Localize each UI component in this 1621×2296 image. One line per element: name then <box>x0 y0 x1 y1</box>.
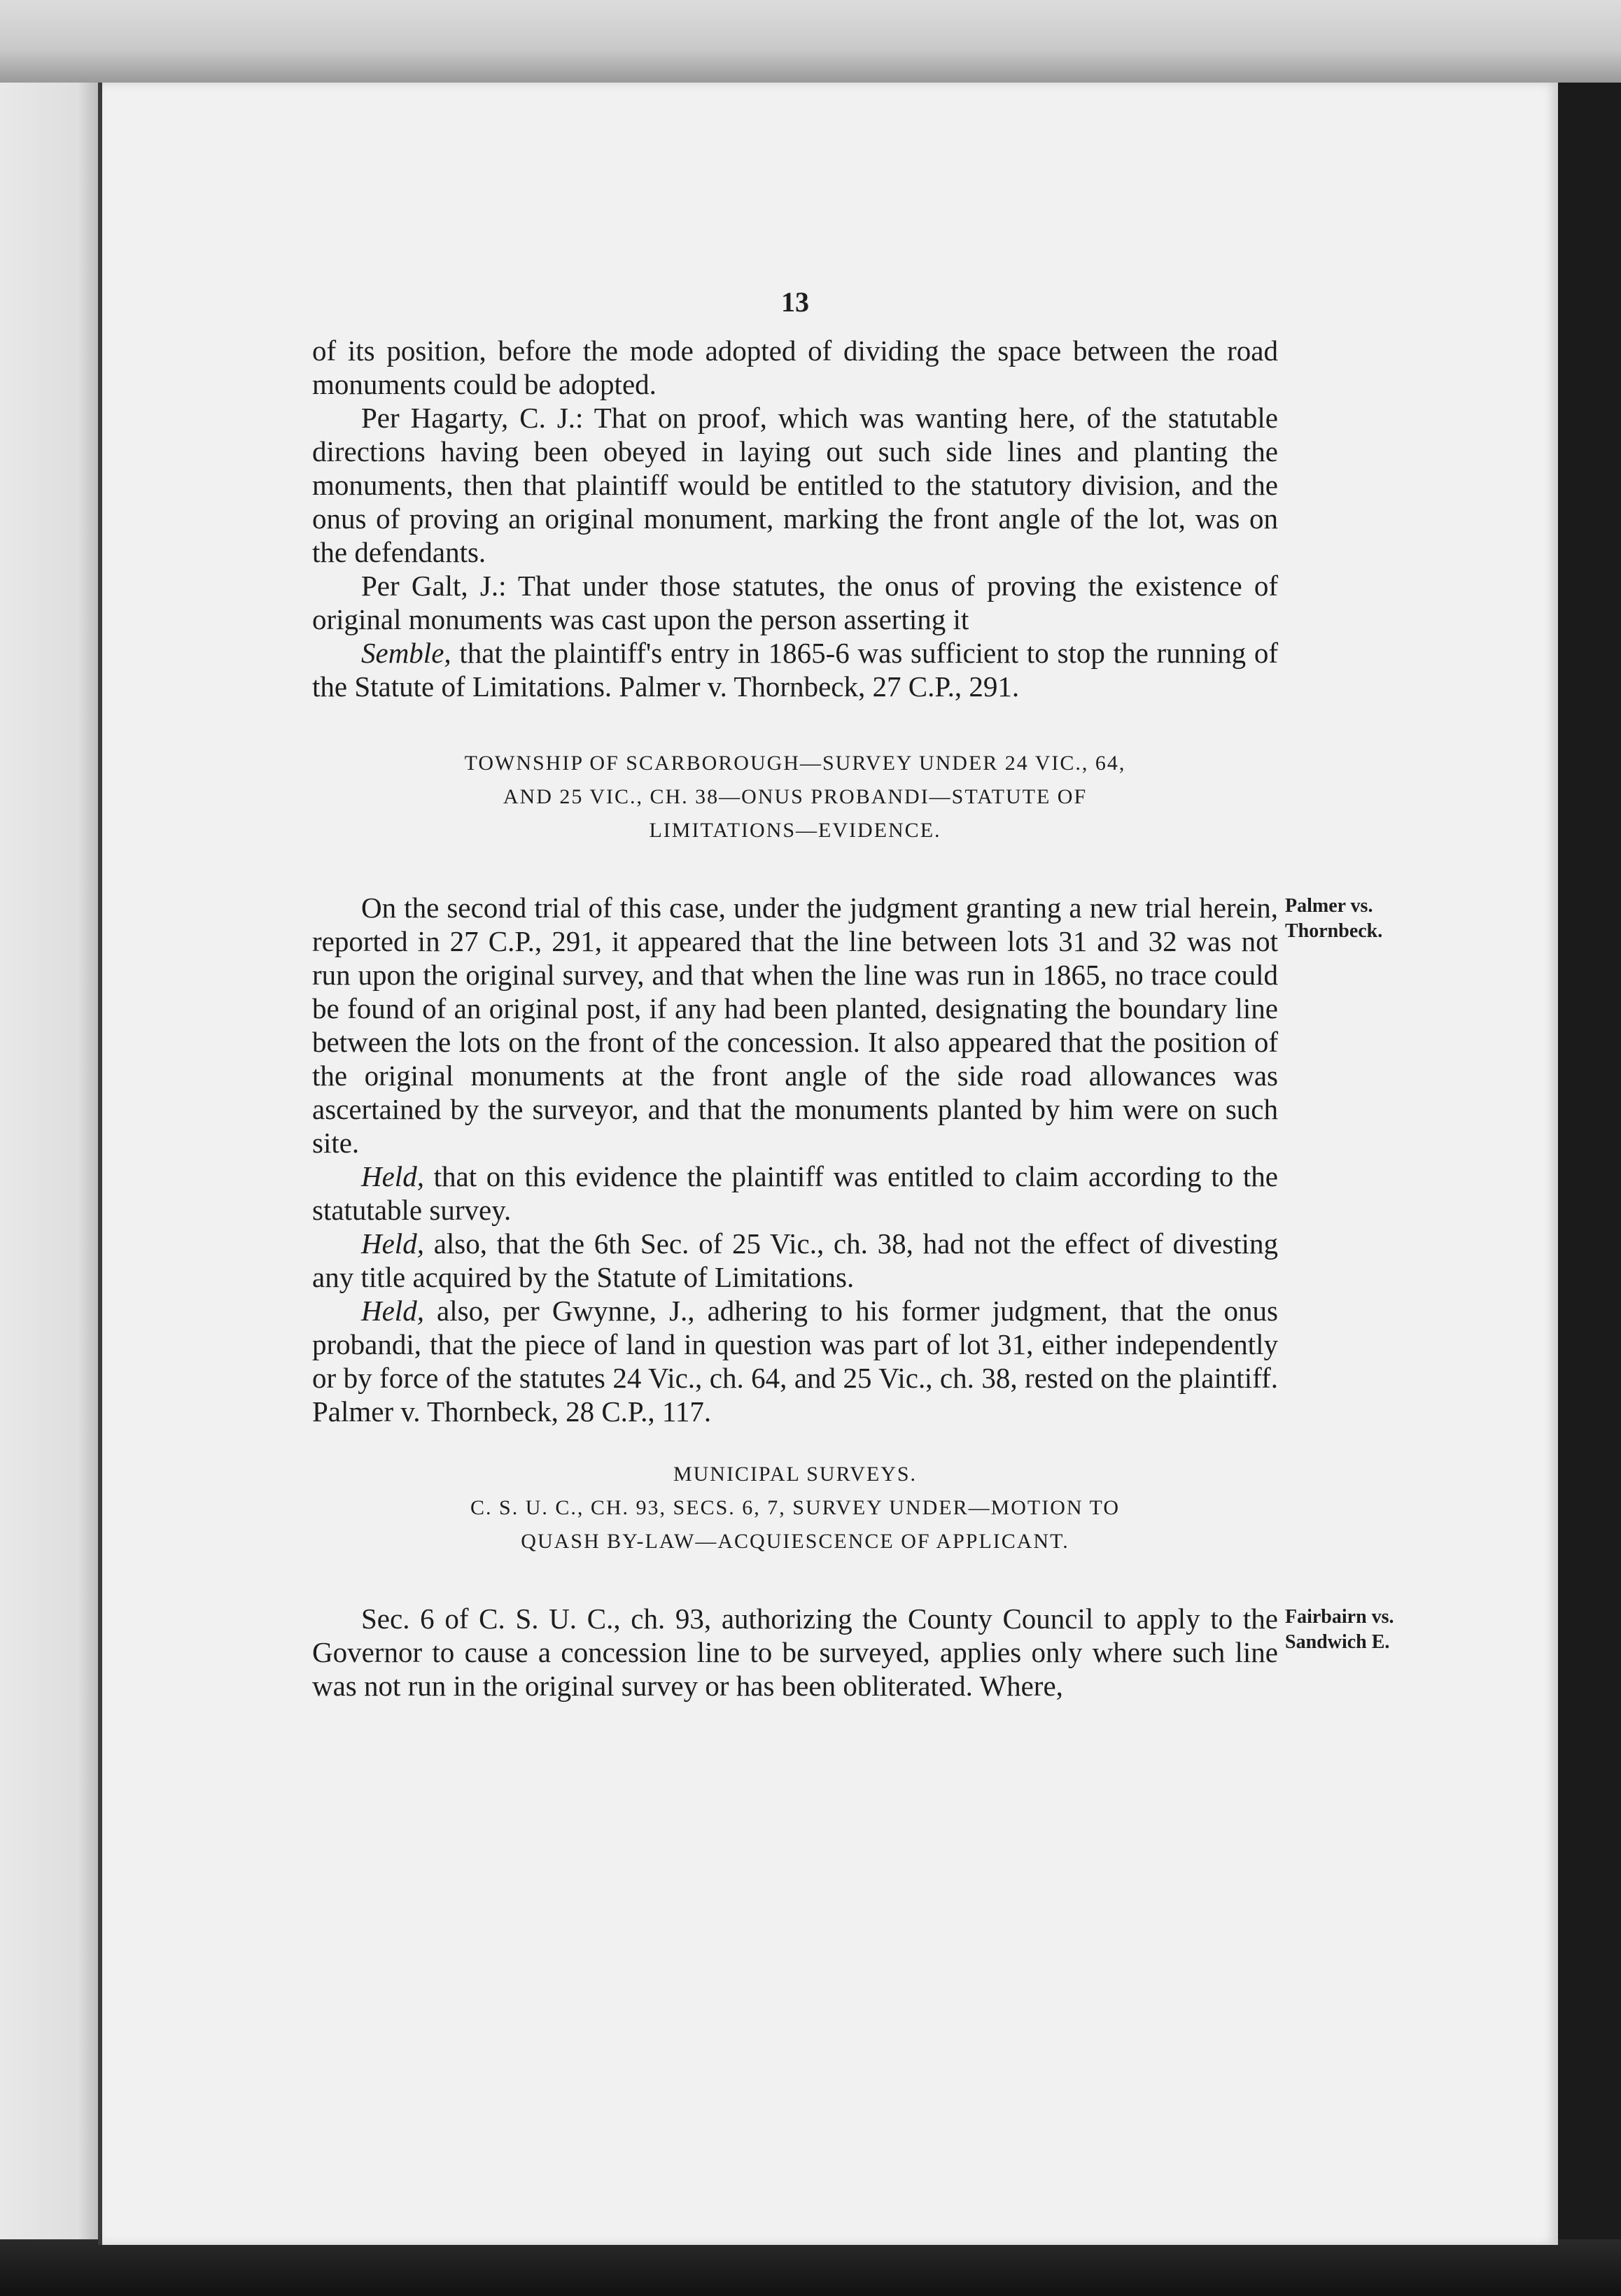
margin-note-palmer <box>1285 894 1418 944</box>
section1-first-paragraph-wrap <box>312 891 1383 1160</box>
opening-paragraph-4-text: that the plaintiff's entry in 1865-6 was sufficient to stop the running of the Statute of Limitations. Palmer v. Thornbeck, 27 C.P., 291. <box>312 637 1278 703</box>
section1-paragraph-1: On the second trial of this case, under the judgment granting a new trial herein, reported in 27 C.P., 291, it appeared that the line between lots 31 and 32 was not run upon the original survey, and that when the line was run in 1865, no trace could be found of an original post, if any had been planted, designating the boundary line between the lots on the front of the concession. It also appeared that the position of the original monuments at the front angle of the side road allowances was ascertained by the surveyor, and that the monuments planted by him were on such site. <box>312 892 1278 1159</box>
spacer <box>312 1428 1278 1458</box>
scan-border-top <box>0 0 1621 83</box>
opening-paragraph-4 <box>312 636 1278 703</box>
semble-lead: Semble, <box>361 637 451 669</box>
held-lead: Held, <box>361 1295 424 1327</box>
section2-first-paragraph-wrap <box>312 1602 1394 1703</box>
page-number: 13 <box>781 286 809 318</box>
section2-paragraph-1: Sec. 6 of C. S. U. C., ch. 93, authorizing the County Council to apply to the Governor to cause a concession line to be surveyed, applies only where such line was not run in the original survey or has been obliterated. Where, <box>312 1603 1278 1702</box>
book-page <box>98 83 1558 2245</box>
margin-note-fairbairn <box>1285 1605 1418 1655</box>
held-lead: Held, <box>361 1227 424 1260</box>
margin-note-palmer-line1: Palmer vs. <box>1285 895 1373 917</box>
section1-paragraph-3 <box>312 1227 1278 1294</box>
margin-note-fairbairn-line2: Sandwich E. <box>1285 1631 1390 1653</box>
spacer <box>312 847 1278 891</box>
section2-title: MUNICIPAL SURVEYS. <box>673 1463 918 1486</box>
section1-paragraph-2 <box>312 1160 1278 1227</box>
section2-heading-line1: C. S. U. C., CH. 93, SECS. 6, 7, SURVEY UNDER—MOTION TO <box>470 1496 1120 1519</box>
page-content <box>312 286 1394 1703</box>
section1-paragraph-3-text: also, that the 6th Sec. of 25 Vic., ch. 38, had not the effect of divesting any title acquired by the Statute of Limitations. <box>312 1227 1278 1293</box>
scan-border-left <box>0 83 98 2245</box>
opening-paragraph-2: Per Hagarty, C. J.: That on proof, which was wanting here, of the statutable directions having been obeyed in laying out such side lines and planting the monuments, then that plaintiff would be entitled to the statutory division, and the onus of proving an original monument, marking the front angle of the lot, was on the defendants. <box>312 402 1278 568</box>
spacer <box>312 1558 1278 1602</box>
section1-paragraph-4-text: also, per Gwynne, J., adhering to his former judgment, that the onus probandi, that the piece of land in question was part of lot 31, either independently or by force of the statutes 24 Vic., ch. 64, and 25 Vic., ch. 38, rested on the plaintiff. Palmer v. Thornbeck, 28 C.P., 117. <box>312 1295 1278 1428</box>
section1-heading-line2: AND 25 VIC., CH. 38—ONUS PROBANDI—STATUTE OF <box>503 785 1088 808</box>
held-lead: Held, <box>361 1160 424 1192</box>
margin-note-palmer-line2: Thornbeck. <box>1285 920 1383 942</box>
opening-paragraph-1: of its position, before the mode adopted of dividing the space between the road monuments could be adopted. <box>312 334 1278 400</box>
opening-paragraph-3: Per Galt, J.: That under those statutes, the onus of proving the existence of original monuments was cast upon the person asserting it <box>312 570 1278 635</box>
section1-heading-line3: LIMITATIONS—EVIDENCE. <box>649 819 941 842</box>
scan-border-bottom <box>0 2239 1621 2296</box>
section1-paragraph-4 <box>312 1294 1278 1428</box>
margin-note-fairbairn-line1: Fairbairn vs. <box>1285 1606 1394 1628</box>
section1-heading-line1: TOWNSHIP OF SCARBOROUGH—SURVEY UNDER 24 VIC., 64, <box>464 752 1126 775</box>
section1-paragraph-2-text: that on this evidence the plaintiff was entitled to claim according to the statutable survey. <box>312 1160 1278 1226</box>
section2-heading-line2: QUASH BY-LAW—ACQUIESCENCE OF APPLICANT. <box>521 1530 1069 1553</box>
